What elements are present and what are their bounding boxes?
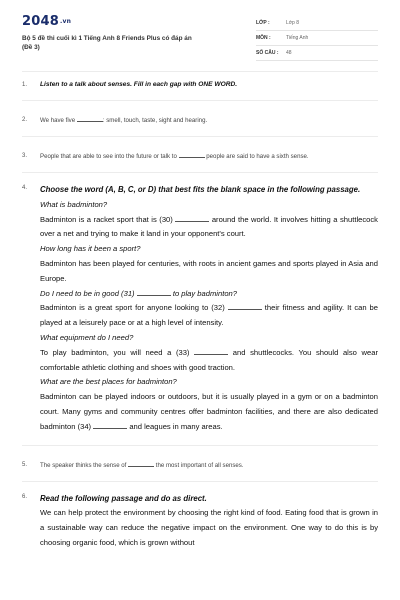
text-before: People that are able to see into the future or talk to bbox=[40, 153, 177, 160]
question-number: 4. bbox=[22, 185, 28, 191]
text-after: people are said to have a sixth sense. bbox=[206, 153, 309, 160]
passage-text: Badminton is a great sport for anyone looking to (32) bbox=[40, 303, 225, 313]
question-number: 6. bbox=[22, 493, 28, 500]
passage-paragraph: Badminton has been played for centuries, with roots in ancient games and sports played in Asia and Europe. bbox=[40, 258, 378, 283]
question-text bbox=[40, 460, 378, 471]
meta-value: Lớp 8 bbox=[286, 20, 300, 26]
question-text bbox=[40, 151, 378, 162]
text-before: We have five bbox=[40, 117, 76, 124]
passage-paragraph bbox=[40, 390, 378, 434]
question-number: 1. bbox=[22, 82, 28, 88]
meta-value: Tiếng Anh bbox=[286, 35, 309, 41]
question-1 bbox=[22, 80, 378, 90]
question-passage bbox=[40, 183, 378, 435]
answer-blank[interactable] bbox=[77, 115, 103, 122]
answer-blank-33[interactable] bbox=[194, 347, 228, 355]
passage-subheading: What equipment do I need? bbox=[40, 332, 134, 342]
question-5 bbox=[22, 460, 378, 471]
question-2 bbox=[22, 115, 378, 126]
passage-text: To play badminton, you will need a (33) bbox=[40, 347, 190, 357]
passage-subheading: What is badminton? bbox=[40, 199, 108, 209]
brand-main: 2048 bbox=[22, 14, 59, 29]
question-heading: Choose the word (A, B, C, or D) that best fits the blank space in the following passage. bbox=[40, 185, 361, 194]
meta-row-class bbox=[256, 16, 378, 31]
passage-subheading: How long has it been a sport? bbox=[40, 244, 141, 254]
question-divider bbox=[22, 136, 378, 137]
question-heading: Read the following passage and do as direct. bbox=[40, 493, 207, 503]
answer-blank-31[interactable] bbox=[137, 288, 171, 296]
answer-blank[interactable] bbox=[128, 460, 154, 467]
passage-subheading bbox=[40, 287, 378, 302]
passage-paragraph bbox=[40, 213, 378, 243]
brand-tld: .vn bbox=[59, 18, 72, 25]
passage-text: Badminton can be played indoors or outdoors, but it is usually played in a gym or on a badminton court. Many gyms and community centres offer badminton facilities, and there are also dedicated badminton (34) bbox=[40, 392, 378, 431]
question-divider bbox=[22, 100, 378, 101]
meta-row-subject bbox=[256, 31, 378, 46]
question-number: 5. bbox=[22, 461, 28, 468]
meta-label: LỚP : bbox=[256, 20, 270, 26]
meta-label: MÔN : bbox=[256, 35, 271, 41]
brand-logo[interactable] bbox=[22, 14, 192, 29]
passage-paragraph: We can help protect the environment by choosing the right kind of food. Eating food that is grown in a sustainable way can reduce the negative impact on the environment. One way to do this is by choosing organic food, which is grown without bbox=[40, 508, 378, 547]
header-left bbox=[22, 14, 192, 61]
question-number: 2. bbox=[22, 117, 28, 123]
meta-label: SỐ CÂU : bbox=[256, 50, 279, 56]
text-before: The speaker thinks the sense of bbox=[40, 461, 127, 469]
meta-row-count bbox=[256, 46, 378, 61]
text-after: : smell, touch, taste, sight and hearing. bbox=[102, 117, 208, 124]
answer-blank-32[interactable] bbox=[228, 302, 262, 310]
document-title bbox=[22, 35, 192, 52]
passage-text: their fitness and agility. It can be played at a leisurely pace or at a high level of intensity. bbox=[40, 303, 378, 328]
meta-value: 48 bbox=[286, 50, 292, 56]
question-text: Listen to a talk about senses. Fill in each gap with ONE WORD. bbox=[40, 81, 238, 88]
question-4 bbox=[22, 183, 378, 435]
document-title-line2: (Đề 3) bbox=[22, 43, 40, 51]
question-number: 3. bbox=[22, 153, 28, 159]
question-passage bbox=[40, 492, 378, 551]
passage-subheading: What are the best places for badminton? bbox=[40, 377, 177, 387]
question-divider bbox=[22, 481, 378, 482]
passage-text: and leagues in many areas. bbox=[129, 421, 223, 431]
passage-text: to play badminton? bbox=[172, 288, 237, 298]
answer-blank-34[interactable] bbox=[93, 421, 127, 429]
header-divider bbox=[22, 71, 378, 72]
document-header bbox=[22, 14, 378, 61]
passage-text: Do I need to be in good (31) bbox=[40, 288, 135, 298]
answer-blank[interactable] bbox=[179, 151, 205, 158]
passage-paragraph bbox=[40, 346, 378, 376]
question-3 bbox=[22, 151, 378, 162]
question-6 bbox=[22, 492, 378, 551]
question-text bbox=[40, 115, 378, 126]
passage-paragraph bbox=[40, 301, 378, 331]
document-title-line1: Bộ 5 đề thi cuối kì 1 Tiếng Anh 8 Friends Plus có đáp án bbox=[22, 35, 192, 42]
passage-text: Badminton is a racket sport that is (30) bbox=[40, 214, 173, 224]
passage-text: and shuttlecocks. You should also wear comfortable athletic clothing and shoes with good traction. bbox=[40, 347, 378, 372]
answer-blank-30[interactable] bbox=[175, 214, 209, 222]
passage-text: around the world. It involves hitting a shuttlecock over a net and trying to make it land in your opponent's court. bbox=[40, 214, 378, 239]
document-meta bbox=[256, 16, 378, 61]
question-divider bbox=[22, 172, 378, 173]
text-after: the most important of all senses. bbox=[155, 461, 244, 469]
question-divider bbox=[22, 445, 378, 446]
